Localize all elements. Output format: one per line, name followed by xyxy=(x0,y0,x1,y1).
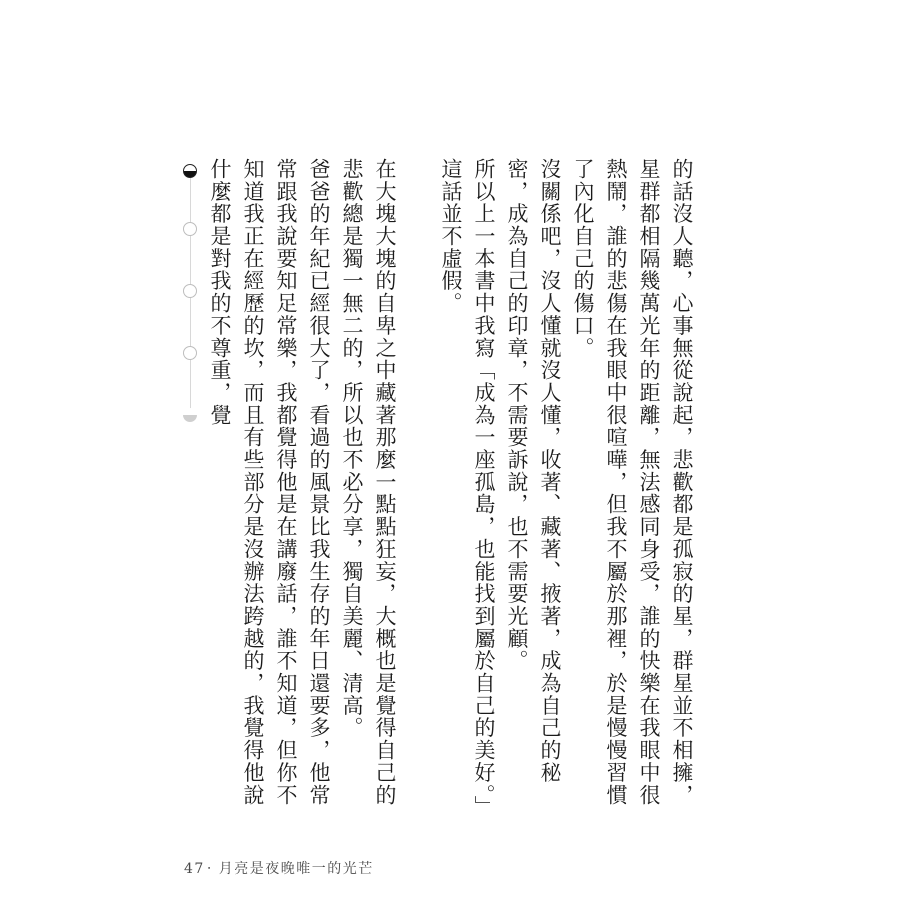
page-footer xyxy=(184,858,374,878)
paragraph: 的話沒人聽，心事無從說起，悲歡都是孤寂的星，群星並不相擁，星群都相隔幾萬光年的距離，無法感同身受，誰的快樂在我眼中很熱鬧，誰的悲傷在我眼中很喧嘩，但我不屬於那裡，於是慢慢習慣了內化自己的傷口。 xyxy=(571,158,694,807)
book-title: 月亮是夜晚唯一的光芒 xyxy=(218,861,374,877)
paragraph: 爸爸的年紀已經很大了，看過的風景比我生存的年日還要多，他常常跟我說要知足常樂，我都覺得他是在講廢話，誰不知道，但你不知道我正在經歷的坎，而且有些部分是沒辦法跨越的，我覺得他說什麼都是對我的不尊重，覺 xyxy=(208,158,331,807)
footer-separator: ‧ xyxy=(206,861,213,877)
moon-phase-decoration xyxy=(181,160,201,420)
paragraph: 沒關係吧，沒人懂就沒人懂，收著、藏著、掖著，成為自己的秘密，成為自己的印章，不需要訴說，也不需要光顧。 xyxy=(505,158,562,784)
empty-moon-icon xyxy=(183,346,197,360)
vertical-body-text xyxy=(203,158,698,808)
empty-moon-icon xyxy=(183,222,197,236)
half-moon-icon xyxy=(183,408,197,422)
empty-moon-icon xyxy=(183,284,197,298)
paragraph: 所以上一本書中我寫「成為一座孤島，也能找到屬於自己的美好。」這話並不虛假。 xyxy=(439,158,496,808)
paragraph: 在大塊大塊的自卑之中藏著那麼一點點狂妄，大概也是覺得自己的悲歡總是獨一無二的，所以也不必分享，獨自美麗、清高。 xyxy=(340,158,397,807)
page-number: 47 xyxy=(184,861,205,877)
half-moon-icon xyxy=(183,164,197,178)
